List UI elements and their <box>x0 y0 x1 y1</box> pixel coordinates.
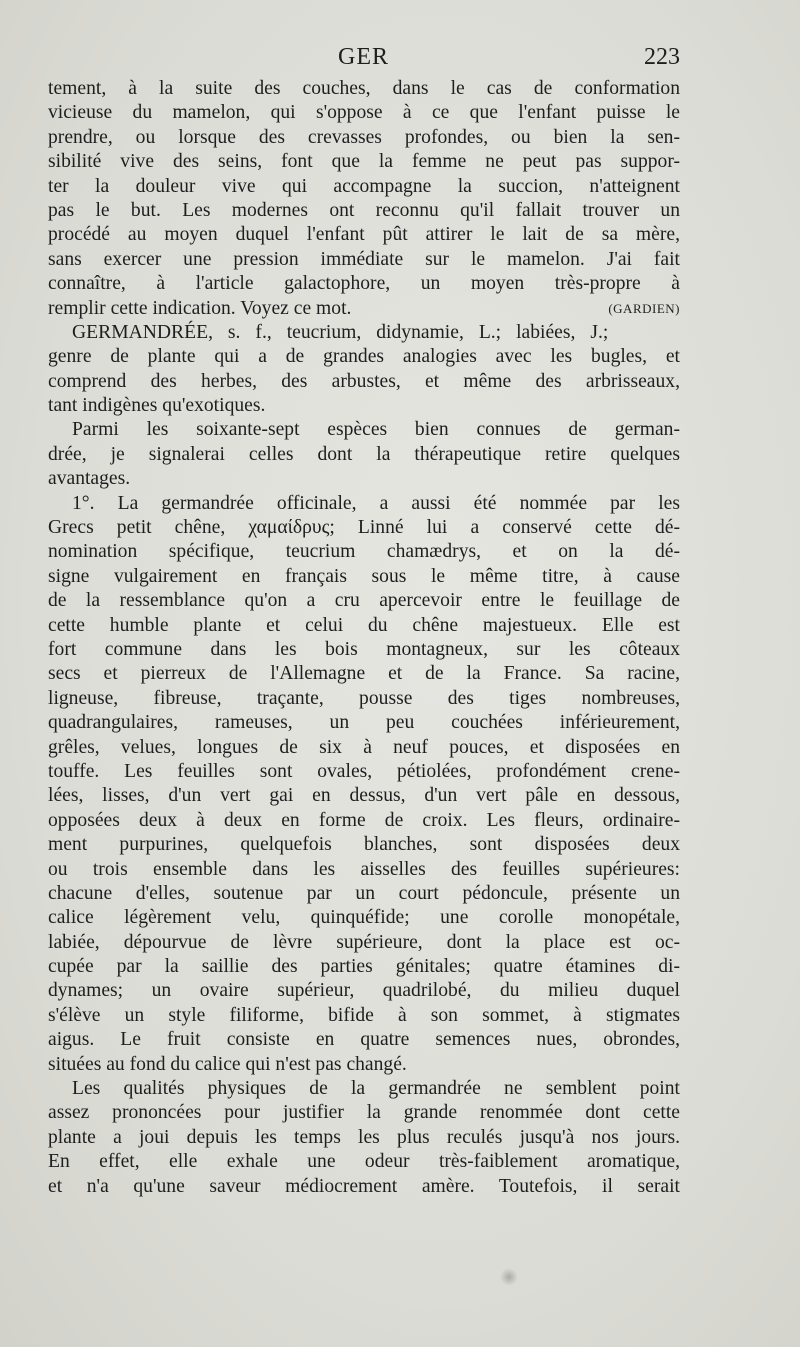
text-line: situées au fond du calice qui n'est pas changé. <box>48 1053 407 1075</box>
text-line: touffe. Les feuilles sont ovales, pétiolées, profondément crene- <box>48 760 680 782</box>
text-line: nomination spécifique, teucrium chamædrys, et on la dé- <box>48 541 680 563</box>
text-line: signe vulgairement en français sous le même titre, à cause <box>48 565 680 587</box>
text-line: de la ressemblance qu'on a cru apercevoir entre le feuillage de <box>48 590 680 612</box>
paragraph-start-line: 1°. La germandrée officinale, a aussi été nommée par les <box>72 492 680 514</box>
text-line: dynames; un ovaire supérieur, quadrilobé, du milieu duquel <box>48 980 680 1002</box>
text-line: assez prononcées pour justifier la grande renommée dont cette <box>48 1102 680 1124</box>
paper-smudge <box>500 1268 518 1286</box>
text-line: s'élève un style filiforme, bifide à son sommet, à stigmates <box>48 1004 680 1026</box>
text-line: lées, lisses, d'un vert gai en dessus, d'un vert pâle en dessous, <box>48 785 680 807</box>
text-line: secs et pierreux de l'Allemagne et de la France. Sa racine, <box>48 663 680 685</box>
text-line: et n'a qu'une saveur médiocrement amère. Toutefois, il serait <box>48 1175 680 1197</box>
text-line: cupée par la saillie des parties génitales; quatre étamines di- <box>48 956 680 978</box>
text-line: prendre, ou lorsque des crevasses profondes, ou bien la sen- <box>48 126 680 148</box>
text-line: tement, à la suite des couches, dans le cas de conformation <box>48 78 680 99</box>
entry-headword-line: GERMANDRÉE, s. f., teucrium, didynamie, L.; labiées, J.; <box>72 321 609 343</box>
text-line: chacune d'elles, soutenue par un court pédoncule, présente un <box>48 882 680 904</box>
text-line: sibilité vive des seins, font que la femme ne peut pas suppor- <box>48 151 680 173</box>
text-line: genre de plante qui a de grandes analogies avec les bugles, et <box>48 346 680 368</box>
text-line: vicieuse du mamelon, qui s'oppose à ce que l'enfant puisse le <box>48 102 680 124</box>
page-number: 223 <box>644 44 680 70</box>
text-line: remplir cette indication. Voyez ce mot. <box>48 297 352 319</box>
text-line: En effet, elle exhale une odeur très-faiblement aromatique, <box>48 1151 680 1173</box>
text-line: ter la douleur vive qui accompagne la succion, n'atteignent <box>48 175 680 197</box>
paragraph-start-line: Parmi les soixante-sept espèces bien connues de german- <box>72 419 680 441</box>
text-line: ou trois ensemble dans les aisselles des feuilles supérieures: <box>48 858 680 880</box>
text-line: ligneuse, fibreuse, traçante, pousse des tiges nombreuses, <box>48 687 680 709</box>
text-line: sans exercer une pression immédiate sur le mamelon. J'ai fait <box>48 248 680 270</box>
text-line: avantages. <box>48 468 131 490</box>
page-header <box>48 44 680 76</box>
paragraph-start-line: Les qualités physiques de la germandrée ne semblent point <box>72 1078 680 1100</box>
text-line: cette humble plante et celui du chêne majestueux. Elle est <box>48 614 680 636</box>
text-line: drée, je signalerai celles dont la thérapeutique retire quelques <box>48 443 680 465</box>
text-line: pas le but. Les modernes ont reconnu qu'il fallait trouver un <box>48 199 680 221</box>
text-line: opposées deux à deux en forme de croix. Les fleurs, ordinaire- <box>48 809 680 831</box>
text-line: aigus. Le fruit consiste en quatre semences nues, obrondes, <box>48 1029 680 1051</box>
text-line: comprend des herbes, des arbustes, et même des arbrisseaux, <box>48 370 680 392</box>
text-line: connaître, à l'article galactophore, un moyen très-propre à <box>48 273 680 295</box>
text-line: procédé au moyen duquel l'enfant pût attirer le lait de sa mère, <box>48 224 680 246</box>
text-line: Grecs petit chêne, χαμαίδρυς; Linné lui a conservé cette dé- <box>48 517 680 539</box>
text-line: calice légèrement velu, quinquéfide; une corolle monopétale, <box>48 907 680 929</box>
author-signature: (GARDIEN) <box>608 300 680 316</box>
text-line: quadrangulaires, rameuses, un peu couchées inférieurement, <box>48 712 680 734</box>
text-line: ment purpurines, quelquefois blanches, sont disposées deux <box>48 834 680 856</box>
text-line: labiée, dépourvue de lèvre supérieure, dont la place est oc- <box>48 931 680 953</box>
text-line: fort commune dans les bois montagneux, sur les côteaux <box>48 638 680 660</box>
text-line: grêles, velues, longues de six à neuf pouces, et disposées en <box>48 736 680 758</box>
body-text <box>48 77 680 1199</box>
running-title: GER <box>338 44 389 70</box>
text-line-with-signature <box>48 297 680 321</box>
text-line: tant indigènes qu'exotiques. <box>48 395 266 417</box>
text-line: plante a joui depuis les temps les plus reculés jusqu'à nos jours. <box>48 1126 680 1148</box>
